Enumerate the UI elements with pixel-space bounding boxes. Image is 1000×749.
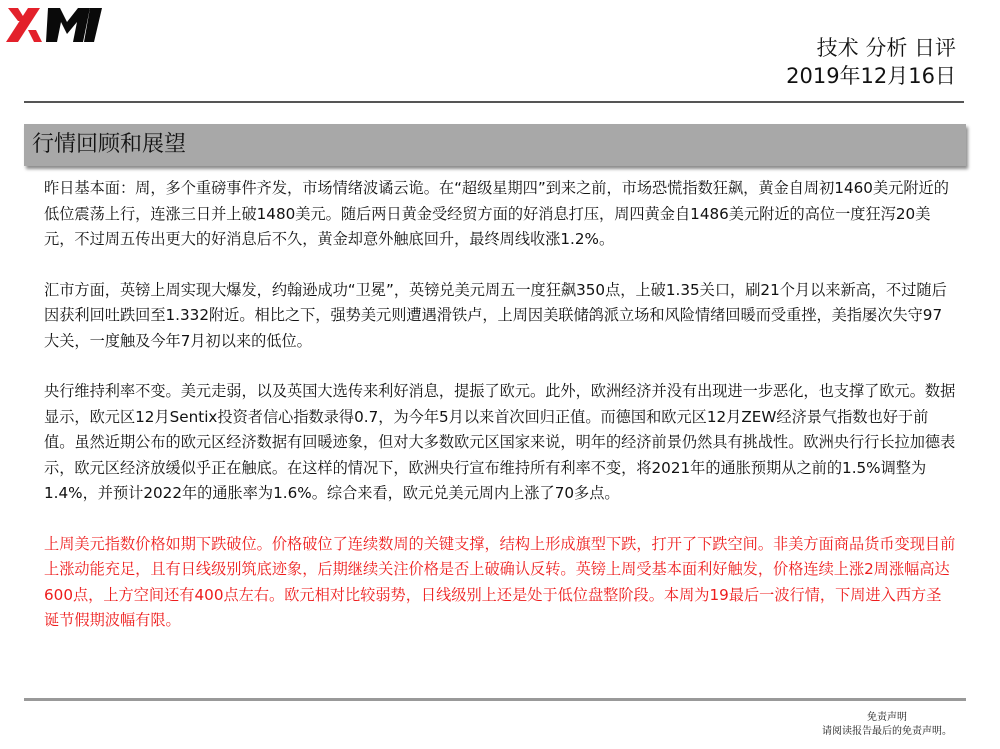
xm-logo <box>6 4 110 46</box>
header-divider <box>24 101 964 103</box>
paragraph-forex: 汇市方面，英镑上周实现大爆发，约翰逊成功“卫冕”，英镑兑美元周五一度狂飙350点，上破1.35关口，刷21个月以来新高，不过随后因获利回吐跌回至1.332附近。相比之下，强势美元则遭遇滑铁卢，上周因美联储鸽派立场和风险情绪回暖而受重挫，美指屡次失守97大关，一度触及今年7月初以来的低位。 <box>44 280 947 350</box>
section-header <box>24 124 966 166</box>
section-title: 行情回顾和展望 <box>32 132 187 157</box>
paragraph-technical-outlook: 上周美元指数价格如期下跌破位。价格破位了连续数周的关键支撑，结构上形成旗型下跌，打开了下跌空间。非美方面商品货币变现目前上涨动能充足，且有日线级别筑底迹象，后期继续关注价格是否上破确认反转。英镑上周受基本面利好触发，价格连续上涨2周涨幅高达600点，上方空间还有400点左右。欧元相对比较弱势，日线级别上还是处于低位盘整阶段。本周为19最后一波行情，下周进入西方圣诞节假期波幅有限。 <box>44 534 956 629</box>
paragraph-ecb: 央行维持利率不变。美元走弱，以及英国大选传来利好消息，提振了欧元。此外，欧洲经济并没有出现进一步恶化，也支撑了欧元。数据显示，欧元区12月Sentix投资者信心指数录得0.7，为今年5月以来首次回归正值。而德国和欧元区12月ZEW经济景气指数也好于前值。虽然近期公布的欧元区经济数据有回暖迹象，但对大多数欧元区国家来说，明年的经济前景仍然具有挑战性。欧洲央行行长拉加德表示，欧元区经济放缓似乎正在触底。在这样的情况下，欧洲央行宣布维持所有利率不变，将2021年的通胀预期从之前的1.5%调整为1.4%，并预计2022年的通胀率为1.6%。综合来看，欧元兑美元周内上涨了70多点。 <box>44 382 956 502</box>
report-body <box>44 176 956 659</box>
report-type: 技术 分析 日评 <box>816 36 956 60</box>
disclaimer-title: 免责声明 <box>867 712 907 723</box>
disclaimer-footer <box>822 711 952 739</box>
paragraph-fundamentals: 昨日基本面：周，多个重磅事件齐发，市场情绪波谲云诡。在“超级星期四”到来之前，市场恐慌指数狂飙，黄金自周初1460美元附近的低位震荡上行，连涨三日并上破1480美元。随后两日黄金受经贸方面的好消息打压，周四黄金自1486美元附近的高位一度狂泻20美元，不过周五传出更大的好消息后不久，黄金却意外触底回升，最终周线收涨1.2%。 <box>44 179 949 248</box>
disclaimer-text: 请阅读报告最后的免责声明。 <box>822 726 952 737</box>
report-date: 2019年12月16日 <box>786 64 956 88</box>
report-header <box>786 34 956 90</box>
footer-divider <box>24 698 966 701</box>
